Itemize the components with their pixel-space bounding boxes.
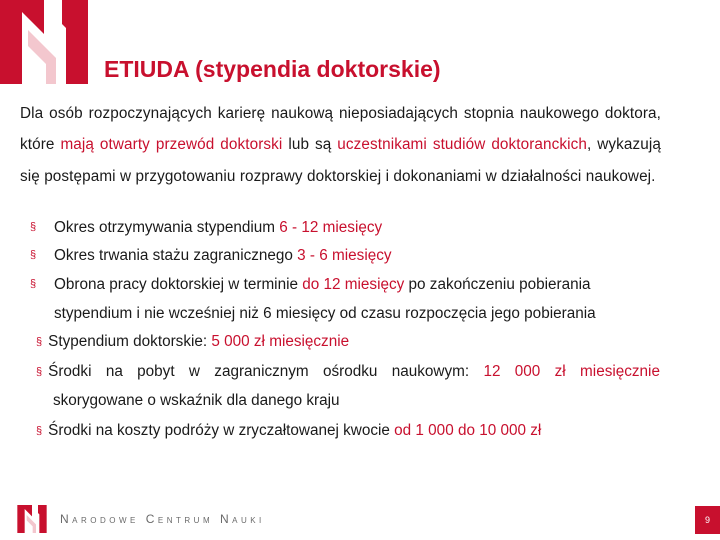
sub-bullet-stay-funds: § Środki na pobyt w zagranicznym ośrodku naukowym: 12 000 zł miesięcznie [36, 363, 660, 380]
sub-bullet-stipend: § Stypendium doktorskie: 5 000 zł miesięcznie [36, 333, 350, 350]
bullet-marker: § [36, 336, 43, 348]
footer-org-name: Narodowe Centrum Nauki [60, 512, 265, 526]
bullet-marker: § [30, 221, 37, 233]
bullet-marker: § [30, 249, 37, 261]
bullet-marker: § [36, 425, 43, 437]
bullet-thesis-defense-line2: stypendium i nie wcześniej niż 6 miesięcy od czasu rozpoczęcia jego pobierania [54, 305, 596, 322]
sub-bullet-stay-funds-line2: skorygowane o wskaźnik dla danego kraju [53, 392, 340, 409]
ncn-logo [0, 0, 88, 84]
sub-bullet-travel-costs: § Środki na koszty podróży w zryczałtowanej kwocie od 1 000 do 10 000 zł [36, 422, 542, 439]
bullet-marker: § [30, 278, 37, 290]
page-number: 9 [695, 506, 720, 534]
page-title: ETIUDA (stypendia doktorskie) [104, 56, 441, 82]
intro-paragraph: Dla osób rozpoczynających karierę naukową nieposiadających stopnia naukowego doktora, które mają otwarty przewód doktorski lub są uczestnikami studiów doktoranckich, wykazują się postępami w przygotowaniu rozprawy doktorskiej i dokonaniami w działalności naukowej. [20, 105, 661, 185]
ncn-footer-logo [17, 505, 47, 533]
bullet-marker: § [36, 366, 43, 378]
